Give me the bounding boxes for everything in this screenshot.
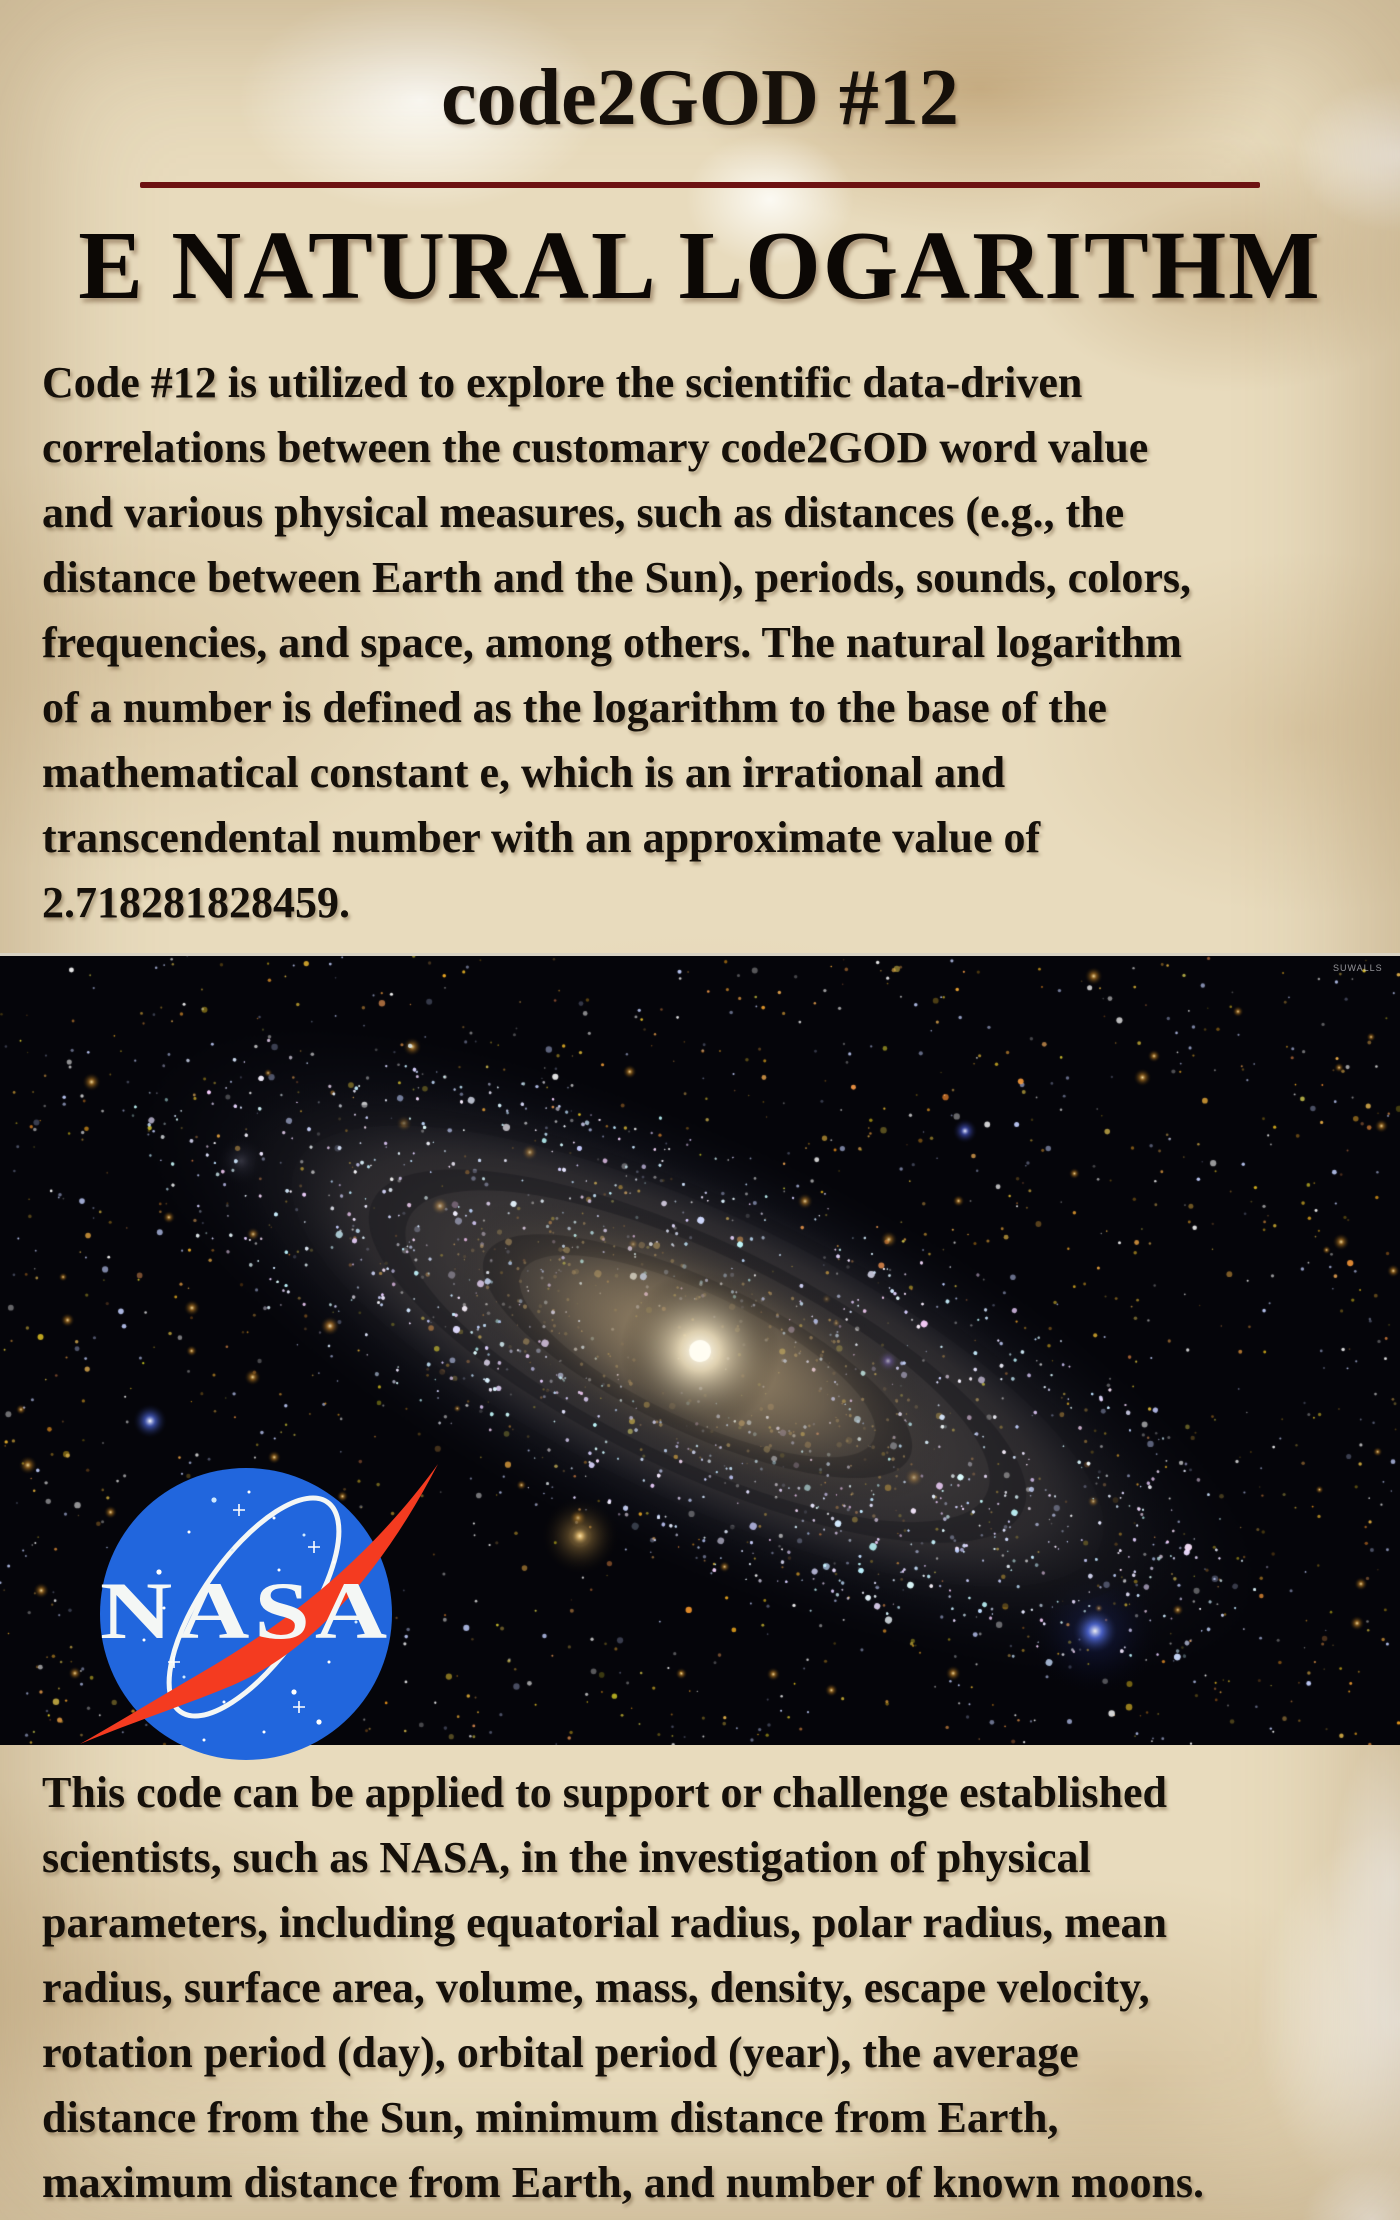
star-dot xyxy=(203,1739,206,1742)
text-line: transcendental number with an approximate value of xyxy=(42,813,1041,862)
text-line: distance between Earth and the Sun), periods, sounds, colors, xyxy=(42,553,1192,602)
text-line: rotation period (day), orbital period (year), the average xyxy=(42,2028,1079,2077)
text-line: maximum distance from Earth, and number of known moons. xyxy=(42,2158,1205,2207)
nasa-wordmark: NASA xyxy=(100,1565,392,1656)
text-line: and various physical measures, such as distances (e.g., the xyxy=(42,488,1125,537)
nasa-logo xyxy=(64,1440,452,1774)
text-line: radius, surface area, volume, mass, density, escape velocity, xyxy=(42,1963,1150,2012)
star-dot xyxy=(263,1731,266,1734)
star-dot xyxy=(231,1549,234,1552)
star-dot xyxy=(303,1534,306,1537)
text-line: Code #12 is utilized to explore the scientific data-driven xyxy=(42,358,1083,407)
title-divider xyxy=(140,182,1260,188)
galaxy-figure xyxy=(0,953,1400,1745)
page-title: E NATURAL LOGARITHM xyxy=(78,212,1322,319)
text-line: distance from the Sun, minimum distance from Earth, xyxy=(42,2093,1059,2142)
watermark-text: SUWALLS xyxy=(1333,963,1383,973)
text-line: mathematical constant e, which is an irrational and xyxy=(42,748,1006,797)
text-line: scientists, such as NASA, in the investigation of physical xyxy=(42,1833,1091,1882)
star-dot xyxy=(328,1661,331,1664)
text-line: parameters, including equatorial radius, polar radius, mean xyxy=(42,1898,1167,1947)
outro-paragraph xyxy=(42,1760,1382,2215)
star-dot xyxy=(273,1517,276,1520)
text-line: frequencies, and space, among others. The natural logarithm xyxy=(42,618,1182,667)
intro-paragraph xyxy=(42,350,1382,935)
star-dot xyxy=(291,1689,296,1694)
star-dot xyxy=(211,1497,216,1502)
star-dot xyxy=(188,1531,191,1534)
kicker-title: code2GOD #12 xyxy=(441,54,959,142)
star-dot xyxy=(183,1676,186,1679)
star-dot xyxy=(316,1719,321,1724)
text-line: 2.718281828459. xyxy=(42,878,350,927)
text-line: of a number is defined as the logarithm to the base of the xyxy=(42,683,1107,732)
text-line: This code can be applied to support or challenge established xyxy=(42,1768,1167,1817)
text-line: correlations between the customary code2GOD word value xyxy=(42,423,1149,472)
star-dot xyxy=(248,1491,251,1494)
star-dot xyxy=(223,1701,226,1704)
star-dot xyxy=(333,1561,336,1564)
